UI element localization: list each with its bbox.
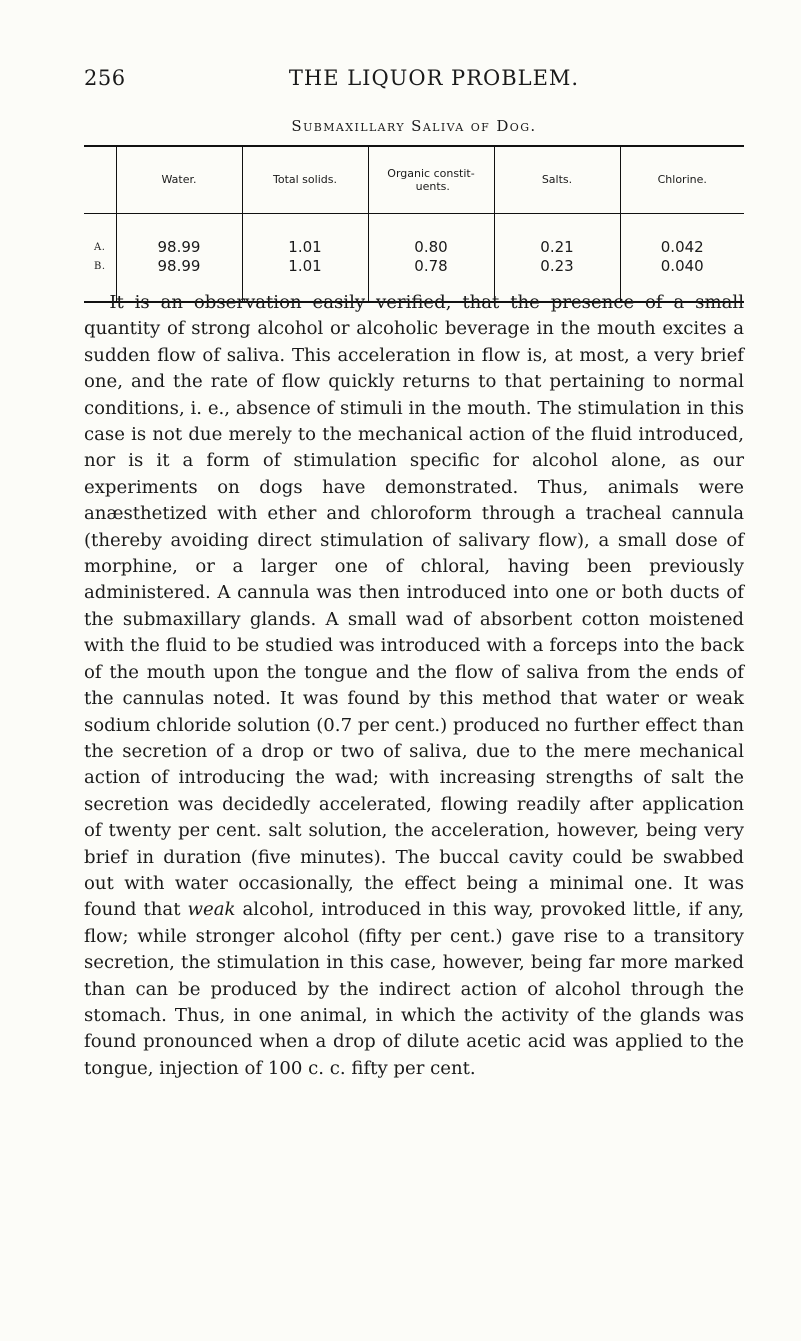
table-row bbox=[84, 213, 744, 257]
cell-total-solids: 1.01 bbox=[242, 257, 368, 302]
cell-water: 98.99 bbox=[116, 257, 242, 302]
row-label: B. bbox=[93, 260, 106, 272]
cell-total-solids: 1.01 bbox=[242, 213, 368, 257]
cell-water: 98.99 bbox=[116, 213, 242, 257]
page-number: 256 bbox=[84, 66, 126, 90]
paragraph-text-part-2: alcohol, introduced in this way, provoked little, if any, flow; while stronger alcohol (fifty per cent.) gave rise to a transitory secretion, the stimulation in this case, however, being far more marked than can be produced by the indirect action of alcohol through the stomach. Thus, in one animal, in which the activity of the glands was found pronounced when a drop of dilute acetic acid was applied to the tongue, injection of 100 c. c. fifty per cent. bbox=[84, 899, 744, 1079]
cell-salts: 0.21 bbox=[494, 213, 620, 257]
column-header-water: Water. bbox=[116, 146, 242, 213]
cell-organic: 0.78 bbox=[368, 257, 494, 302]
table-header-row bbox=[84, 146, 744, 213]
paragraph-emphasis: weak bbox=[187, 899, 236, 921]
column-header-label bbox=[84, 146, 116, 213]
cell-chlorine: 0.042 bbox=[620, 213, 744, 257]
column-header-organic-constituents: Organic constit- uents. bbox=[368, 146, 494, 213]
saliva-table bbox=[84, 145, 744, 303]
column-header-total-solids: Total solids. bbox=[242, 146, 368, 213]
cell-chlorine: 0.040 bbox=[620, 257, 744, 302]
row-label: A. bbox=[94, 241, 106, 253]
column-header-salts: Salts. bbox=[494, 146, 620, 213]
paragraph-text-part-1: It is an observation easily verified, that the presence of a small quantity of strong alcohol or alcoholic beverage in the mouth excites a sudden flow of saliva. This acceleration in flow is, at most, a very brief one, and the rate of flow quickly returns to that pertaining to normal conditions, i. e., absence of stimuli in the mouth. The stimulation in this case is not due merely to the mechanical action of the fluid introduced, nor is it a form of stimulation specific for alcohol alone, as our experiments on dogs have demonstrated. Thus, animals were anæsthetized with ether and chloroform through a tracheal cannula (thereby avoiding direct stimulation of salivary flow), a small dose of morphine, or a larger one of chloral, having been previously administered. A cannula was then introduced into one or both ducts of the submaxillary glands. A small wad of absorbent cotton moistened with the fluid to be studied was introduced with a forceps into the back of the mouth upon the tongue and the flow of saliva from the ends of the cannulas noted. It was found by this method that water or weak sodium chloride solution (0.7 per cent.) produced no further effect than the secretion of a drop or two of saliva, due to the mere mechanical action of introducing the wad; with increasing strengths of salt the secretion was decidedly accelerated, flowing readily after application of twenty per cent. salt solution, the acceleration, however, being very brief in duration (five minutes). The buccal cavity could be swabbed out with water occasionally, the effect being a minimal one. It was found that bbox=[84, 292, 744, 921]
column-header-chlorine: Chlorine. bbox=[620, 146, 744, 213]
cell-organic: 0.80 bbox=[368, 213, 494, 257]
page-header bbox=[84, 66, 744, 100]
cell-salts: 0.23 bbox=[494, 257, 620, 302]
running-head: THE LIQUOR PROBLEM. bbox=[288, 66, 580, 90]
table-title: Submaxillary Saliva of Dog. bbox=[291, 117, 537, 135]
table-header bbox=[84, 146, 744, 213]
body-paragraph bbox=[84, 290, 744, 1082]
table-body bbox=[84, 213, 744, 302]
